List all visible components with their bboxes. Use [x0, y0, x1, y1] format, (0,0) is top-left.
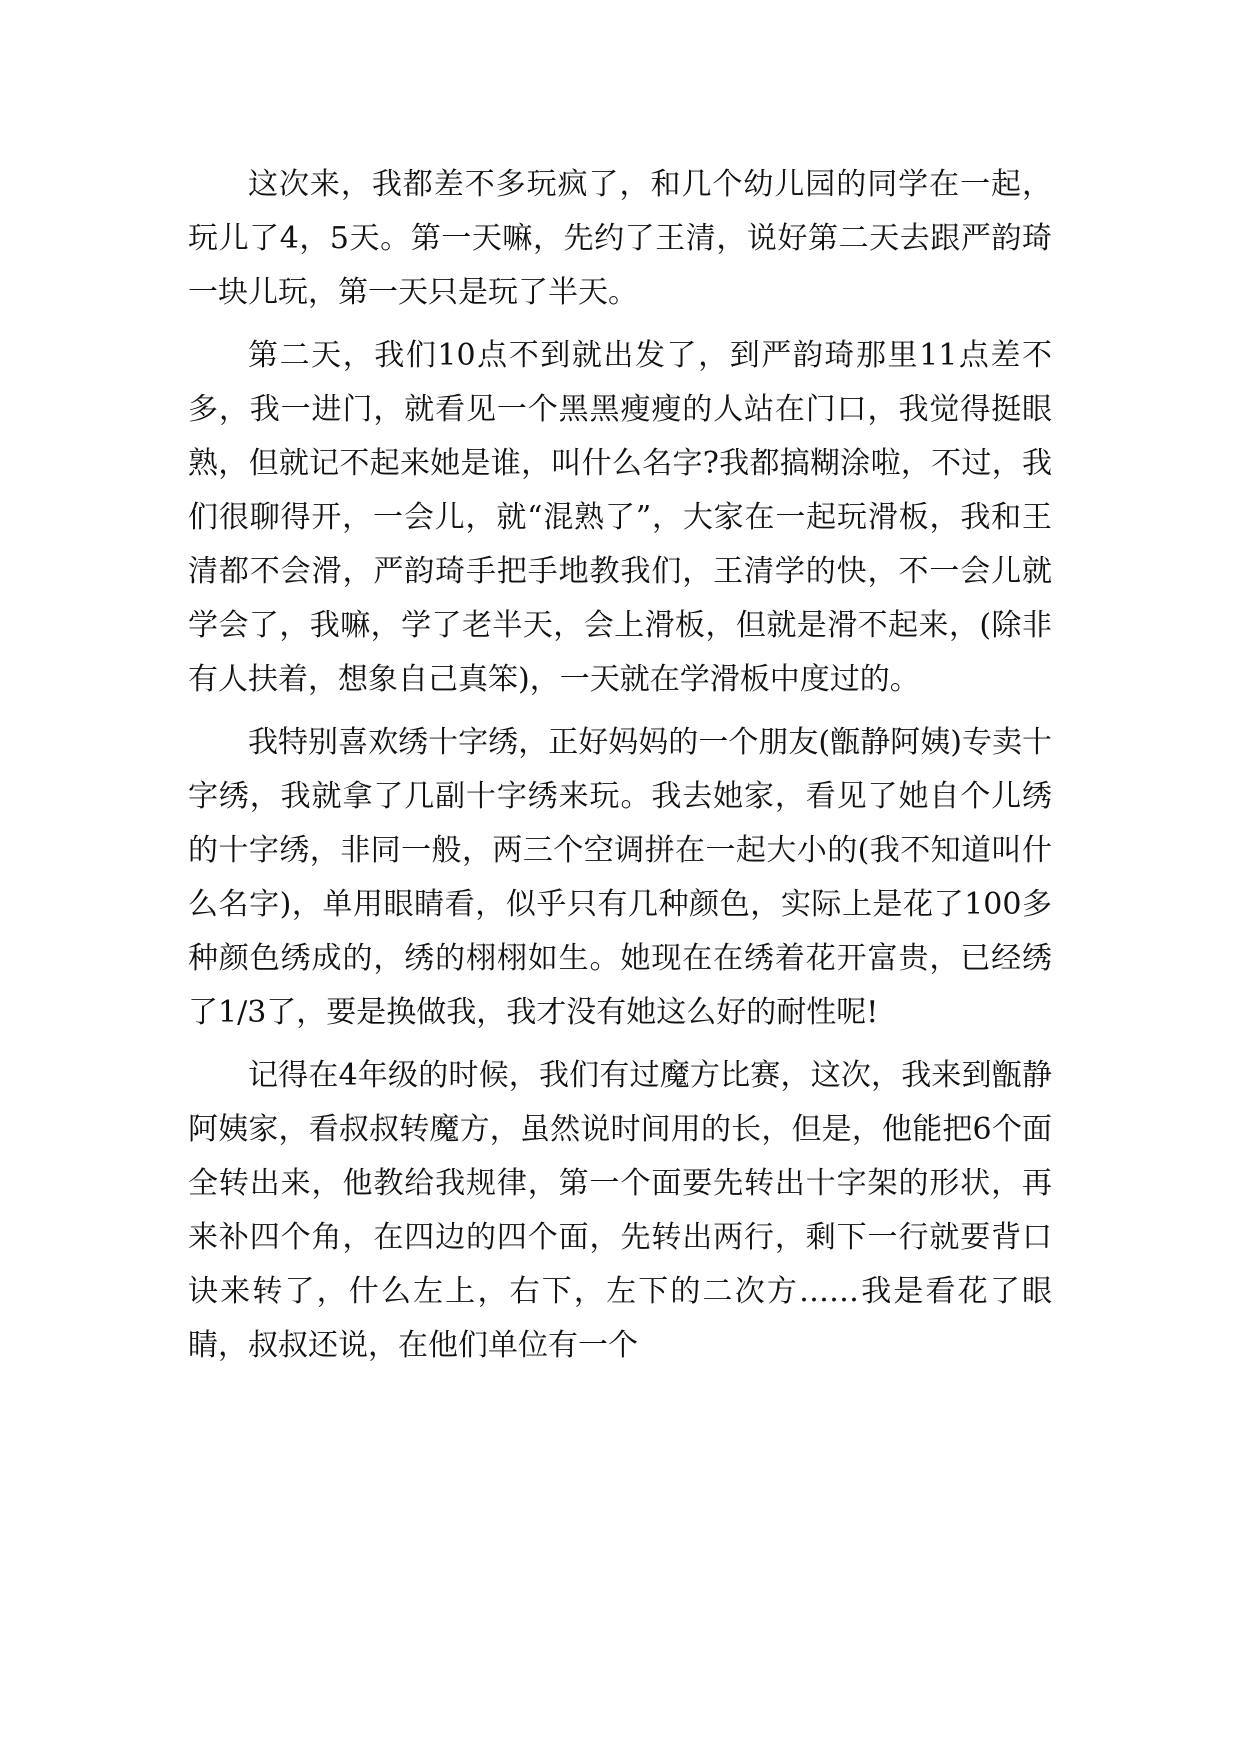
document-body — [188, 158, 1052, 1373]
paragraph-1: 这次来，我都差不多玩疯了，和几个幼儿园的同学在一起，玩儿了4，5天。第一天嘛，先约了王清，说好第二天去跟严韵琦一块儿玩，第一天只是玩了半天。 — [188, 167, 1052, 310]
paragraph-2: 第二天，我们10点不到就出发了，到严韵琦那里11点差不多，我一进门，就看见一个黑黑瘦瘦的人站在门口，我觉得挺眼熟，但就记不起来她是谁，叫什么名字?我都搞糊涂啦，不过，我们很聊得开，一会儿，就“混熟了”，大家在一起玩滑板，我和王清都不会滑，严韵琦手把手地教我们，王清学的快，不一会儿就学会了，我嘛，学了老半天，会上滑板，但就是滑不起来，(除非有人扶着，想象自己真笨)，一天就在学滑板中度过的。 — [188, 338, 1052, 697]
paragraph-4: 记得在4年级的时候，我们有过魔方比赛，这次，我来到甑静阿姨家，看叔叔转魔方，虽然说时间用的长，但是，他能把6个面全转出来，他教给我规律，第一个面要先转出十字架的形状，再来补四个角，在四边的四个面，先转出两行，剩下一行就要背口诀来转了，什么左上，右下，左下的二次方……我是看花了眼睛，叔叔还说，在他们单位有一个 — [188, 1058, 1052, 1363]
paragraph-3: 我特别喜欢绣十字绣，正好妈妈的一个朋友(甑静阿姨)专卖十字绣，我就拿了几副十字绣来玩。我去她家，看见了她自个儿绣的十字绣，非同一般，两三个空调拼在一起大小的(我不知道叫什么名字)，单用眼睛看，似乎只有几种颜色，实际上是花了100多种颜色绣成的，绣的栩栩如生。她现在在绣着花开富贵，已经绣了1/3了，要是换做我，我才没有她这么好的耐性呢! — [188, 725, 1052, 1030]
